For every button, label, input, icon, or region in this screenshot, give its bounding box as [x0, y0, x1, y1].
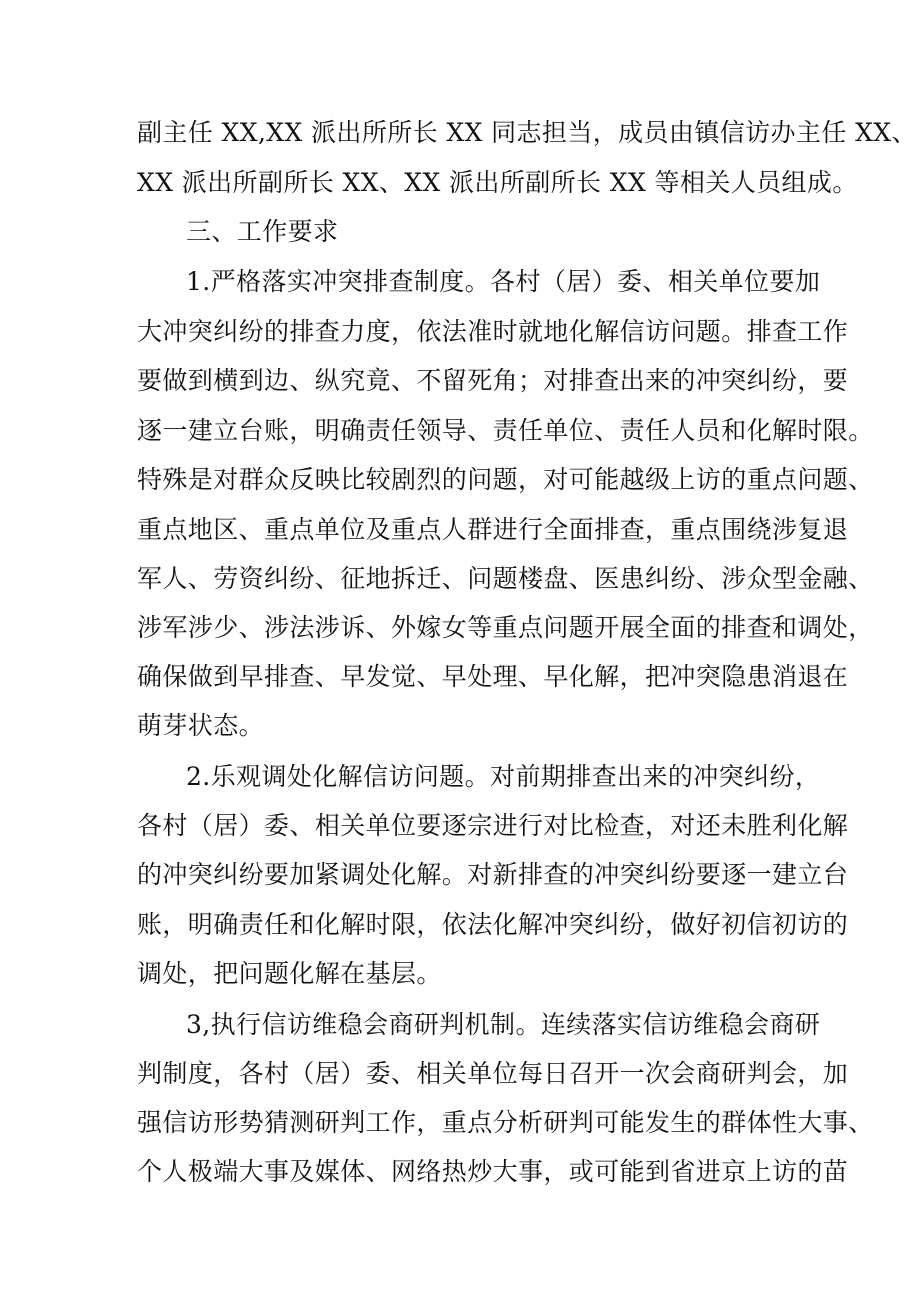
body-text-line: XX 派出所副所长 XX、XX 派出所副所长 XX 等相关人员组成。	[137, 168, 858, 197]
body-text-line: 个人极端大事及媒体、网络热炒大事，或可能到省进京上访的苗	[137, 1157, 849, 1186]
body-text-line: 大冲突纠纷的排查力度，依法准时就地化解信访问题。排查工作	[137, 317, 849, 346]
body-text-line: 1.严格落实冲突排查制度。各村（居）委、相关单位要加	[186, 267, 821, 296]
body-text-line: 2.乐观调处化解信访问题。对前期排查出来的冲突纠纷，	[186, 762, 821, 791]
body-text-line: 涉军涉少、涉法涉诉、外嫁女等重点问题开展全面的排查和调处，	[137, 613, 874, 642]
body-text-line: 副主任 XX,XX 派出所所长 XX 同志担当，成员由镇信访办主任 XX、	[137, 118, 917, 147]
body-text-line: 逐一建立台账，明确责任领导、责任单位、责任人员和化解时限。	[137, 416, 874, 445]
body-text-line: 强信访形势猜测研判工作，重点分析研判可能发生的群体性大事、	[137, 1108, 874, 1137]
body-text-line: 萌芽状态。	[137, 711, 265, 740]
body-text-line: 确保做到早排查、早发觉、早处理、早化解，把冲突隐患消退在	[137, 662, 849, 691]
body-text-line: 判制度，各村（居）委、相关单位每日召开一次会商研判会，加	[137, 1059, 849, 1088]
body-text-line: 军人、劳资纠纷、征地拆迁、问题楼盘、医患纠纷、涉众型金融、	[137, 564, 874, 593]
body-text-line: 特殊是对群众反映比较剧烈的问题，对可能越级上访的重点问题、	[137, 465, 874, 494]
body-text-line: 的冲突纠纷要加紧调处化解。对新排查的冲突纠纷要逐一建立台	[137, 860, 849, 889]
body-text-line: 重点地区、重点单位及重点人群进行全面排查，重点围绕涉复退	[137, 515, 849, 544]
body-text-line: 各村（居）委、相关单位要逐宗进行对比检查，对还未胜利化解	[137, 811, 849, 840]
section-heading: 三、工作要求	[186, 217, 339, 246]
body-text-line: 要做到横到边、纵究竟、不留死角；对排查出来的冲突纠纷，要	[137, 366, 849, 395]
body-text-line: 调处，把问题化解在基层。	[137, 959, 442, 988]
body-text-line: 账，明确责任和化解时限，依法化解冲突纠纷，做好初信初访的	[137, 910, 849, 939]
body-text-line: 3,执行信访维稳会商研判机制。连续落实信访维稳会商研	[186, 1010, 821, 1039]
